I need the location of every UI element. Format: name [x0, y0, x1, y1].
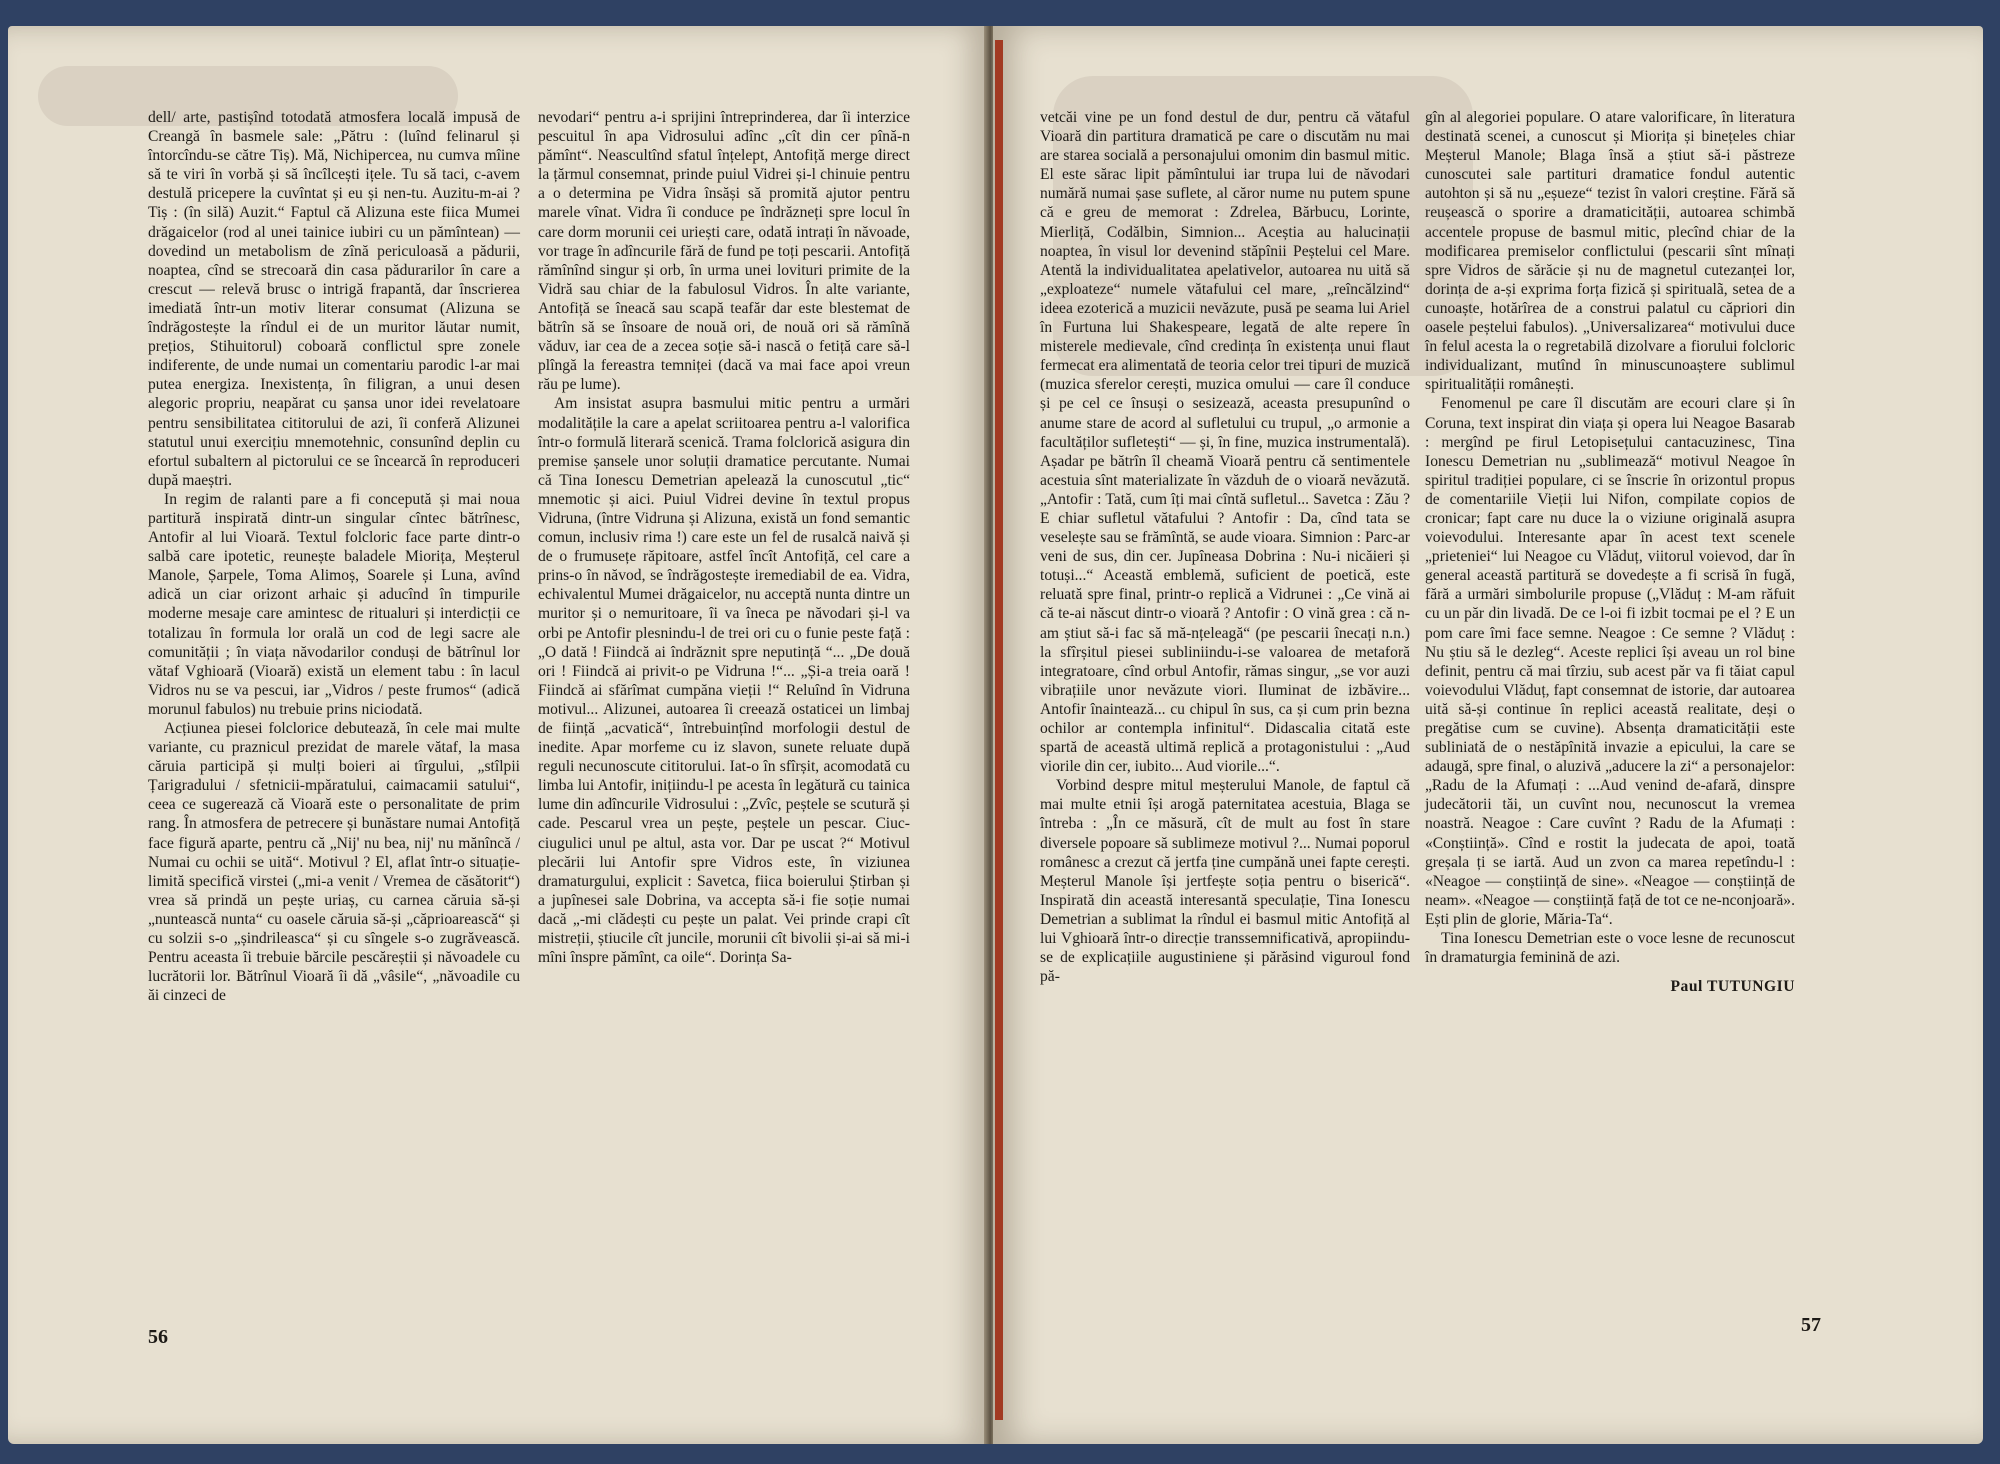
left-column-1 — [148, 108, 520, 1005]
paragraph: Fenomenul pe care îl discutăm are ecouri clare și în Coruna, text inspirat din viața și opera lui Neagoe Basarab : mergînd pe firul Letopisețului cantacuzinesc, Tina Ionescu Demetrian nu „sublimează“ motivul Neagoe în spiritul tradiției populare, ci se înscrie în orizontul propus de comentariile Vieții lui Nifon, compilate copios de cronicar; fapt care nu duce la o viziune originală asupra voievodului. Interesante apar în acest text scenele „prieteniei“ lui Neagoe cu Vlăduț, viitorul voievod, dar în general această partitură se dovedește a fi scrisă în fugă, fără a urmări simbolurile propuse („Vlăduț : M-am răfuit cu un păr din livadă. De ce l-oi fi izbit tocmai pe el ? E un pom care îmi face semne. Neagoe : Ce semne ? Vlăduț : Nu știu să le dezleg“. Aceste replici își aveau un rol bine definit, pentru că mai tîrziu, sub acest păr va fi tăiat capul voievodului Vlăduț, fapt consemnat de istorie, dar autoarea uită să-și continue în replici această realitate, deși o pregătise cum se cuvine). Absența dramaticității este subliniată de o nestăpînită invazie a epicului, la care se adaugă, spre final, o aluzivă „aducere la zi“ a personajelor: „Radu de la Afumați : ...Aud venind de-afară, dinspre judecătorii tăi, un cuvînt nou, necunoscut la vremea noastră. Neagoe : Care cuvînt ? Radu de la Afumați : «Conștiință». Cînd e rostit la judecata de apoi, toată greșala ți se iartă. Aud un zvon ca marea repetîndu-l : «Neagoe — conștiință de sine». «Neagoe — conștiință de neam». «Neagoe — conștiință față de tot ce ne-nconjoară». Ești plin de glorie, Măria-Ta“. — [1425, 395, 1795, 928]
paragraph: In regim de ralanti pare a fi concepută și mai noua partitură inspirată dintr-un singular cîntec bătrînesc, Antofir al lui Vioară. Textul folcloric face parte dintr-o salbă care ipotetic, reunește baladele Miorița, Meșterul Manole, Șarpele, Toma Alimoș, Soarele și Luna, avînd adică un ciar orizont arhaic și aducînd în timpurile moderne mesaje care amintesc de ritualuri și interdicții ce totalizau în formula lor orală un cod de legi sacre ale comunității ; în viața năvodarilor conduși de bătrînul lor vătaf Vghioară (Vioară) există un element tabu : în lacul Vidros nu se va pescui, iar „Vidros / peste frumos“ (adică morunul fabulos) nu trebuie prins niciodată. — [148, 490, 520, 718]
left-page — [8, 26, 988, 1444]
right-page — [993, 26, 1983, 1444]
right-column-1 — [1040, 108, 1410, 986]
paragraph: dell/ arte, pastișînd totodată atmosfera locală impusă de Creangă în basmele sale: „Pătru : (luînd felinarul și întorcîndu-se către Tiș). Mă, Nichipercea, nu cumva mîine să te viri în vorbă și să încîlcești ițele. Tu să taci, c-avem destulă pricepere la cuvîntat și eu și nen-tu. Auzitu-m-ai ? Tiș : (în silă) Auzit.“ Faptul că Alizuna este fiica Mumei drăgaicelor (rod al unei tainice iubiri cu un pămîntean) — dovedind un metabolism de zînă periculoasă a pădurii, noaptea, cînd se strecoară din casa pădurarilor în care a crescut — relevă brusc o intrigă frapantă, dar înscrierea imediată într-un motiv literar consumat (Alizuna se îndrăgostește la rîndul ei de un muritor lăutar numit, prețios, Stihuitorul) coboară conflictul spre zonele indiferente, de unde numai un comentariu parodic l-ar mai putea energiza. Inexistența, în filigran, a unui desen alegoric propriu, neapărat cu șansa unor idei revelatoare pentru sensibilitatea cititorului de azi, îi conferă Alizunei statutul unui exercițiu mnemotehnic, consunînd deplin cu efortul subaltern al pictorului ce se încearcă în reproduceri după maeștri. — [148, 109, 520, 489]
right-column-2 — [1425, 108, 1795, 996]
paragraph: Tina Ionescu Demetrian este o voce lesne de recunoscut în dramaturgia feminină de azi. — [1425, 930, 1795, 967]
page-number: 57 — [1801, 1314, 1821, 1336]
paragraph: Acțiunea piesei folclorice debutează, în cele mai multe variante, cu praznicul prezidat de marele vătaf, la masa căruia participă și mulți boieri ai tîrgului, „stîlpii Țarigradului / sfetnicii-mpăratului, caimacamii satului“, ceea ce sugerează că Vioară este o personalitate de prim rang. În atmosfera de petrecere și bunăstare numai Antofiță face figură aparte, pentru că „Nij' nu bea, nij' nu mănîncă / Numai cu ochii se uită“. Motivul ? El, aflat într-o situație-limită specifică virstei („mi-a venit / Vremea de căsătorit“) vrea să prindă un pește uriaș, cu carnea căruia să-și „nuntească nunta“ cu oasele căruia să-și „căprioarească“ și cu solzii s-o „șindrileasca“ și cu sîngele s-o zugrăvească. Pentru aceasta îi trebuie bărcile pescăreștii și năvoadele cu lucrătorii lor. Bătrînul Vioară îi dă „vâsile“, „năvoadile cu ăi cinzeci de — [148, 720, 520, 1005]
paragraph: vetcăi vine pe un fond destul de dur, pentru că vătaful Vioară din partitura dramatică pe care o discutăm nu mai are starea socială a personajului omonim din basmul mitic. El este sărac lipit pămîntului iar trupa lui de năvodari numără numai șase suflete, al căror nume nu putem spune că e greu de memorat : Zdrelea, Bărbucu, Lorinte, Mierliță, Codălbin, Simnion... Aceștia au halucinații noaptea, în visul lor devenind stăpînii Peștelui cel Mare. Atentă la individualitatea apelativelor, autoarea nu uită să „exploateze“ numele vătafului cel mare, „reîncălzind“ ideea ezoterică a muzicii nevăzute, pusă pe seama lui Ariel în Furtuna lui Shakespeare, legată de alte repere în misterele medievale, cînd credința în existența unui flaut fermecat era alimentată de teoria celor trei tipuri de muzică (muzica sferelor cerești, muzica omului — care îl conduce și pe cel ce însuși o sesizează, aceasta presupunînd o anume stare de acord al sufletului cu trupul, „o armonie a facultăților sufletești“ — și, în fine, muzica instrumentală). Așadar pe bătrîn îl cheamă Vioară pentru că sentimentele acestuia sînt materializate în văzduh de o vioară nevăzută. „Antofir : Tată, cum îți mai cîntă sufletul... Savetca : Zău ? E chiar sufletul vătafului ? Antofir : Da, cînd tata se veselește sau se frămîntă, se aude vioara. Simnion : Parc-ar veni de sus, din cer. Jupîneasa Dobrina : Nu-i nicăieri și totuși...“ Această emblemă, suficient de poetică, este reluată spre final, printr-o replică a Vidrunei : „Ce vină ai că te-ai născut dintr-o vioară ? Antofir : O vină grea : că n-am știut să-i fac să mă-nțeleagă“ (pe pescarii înecați n.n.) la sfîrșitul piesei subliniindu-i-se valoarea de metaforă integratoare, cînd orbul Antofir, rămas singur, „se vor auzi vibrațiile unor nevăzute viori. Iluminat de izbăvire... Antofir înaintează... cu chipul în sus, ca și cum prin bezna ochilor ar contempla infinitul“. Didascalia citată este spartă de această ultimă replică a protagonistului : „Aud viorile din cer, iubito... Aud viorile...“. — [1040, 109, 1410, 776]
left-column-2 — [538, 108, 910, 967]
paragraph: Am insistat asupra basmului mitic pentru a urmări modalitățile la care a apelat scriitoarea pentru a-l valorifica într-o formulă literară scenică. Trama folclorică asigura din premise șansele unor soluții dramatice percutante. Numai că Tina Ionescu Demetrian apelează la cunoscutul „tic“ mnemotic și aici. Puiul Vidrei devine în textul propus Vidruna, (între Vidruna și Alizuna, există un fond semantic comun, inclusiv rima !) care este un fel de rusalcă naivă și de o frumusețe răpitoare, astfel încît Antofiță, cel care a prins-o în năvod, se îndrăgostește iremediabil de ea. Vidra, echivalentul Mumei drăgaicelor, nu acceptă nunta dintre un muritor și o nemuritoare, îi va îneca pe năvodari și-l va orbi pe Antofir plesnindu-l de trei ori cu o funie peste față : „O dată ! Fiindcă ai îndrăznit spre neputință “... „De două ori ! Fiindcă ai privit-o pe Vidruna !“... „Și-a treia oară ! Fiindcă ai sfărîmat cumpăna vieții !“ Reluînd în Vidruna motivul... Alizunei, autoarea îi creează ostaticei un limbaj de ființă „acvatică“, întrebuințînd morfologii destul de inedite. Apar morfeme cu iz slavon, sunete reluate după reguli necunoscute cititorului. Iat-o în sfîrșit, acomodată cu limba lui Antofir, inițiindu-l pe acesta în legătură cu tainica lume din adîncurile Vidrosului : „Zvîc, peștele se scutură și cade. Pescarul vrea un pește, peștele un pescar. Ciuc-ciugulici unul pe altul, asta vor. Dar pe uscat ?“ Motivul plecării lui Antofir spre Vidros este, în viziunea dramaturgului, explicit : Savetca, fiica boierului Știrban și a jupînesei sale Dobrina, va accepta să-i fie soție numai dacă „-mi clădești cu pește un palat. Vei prinde crapi cît mistreții, știucile cît juncile, morunii cît bivolii și-ai să mi-i mîni înspre pămînt, ca oile“. Dorința Sa- — [538, 395, 910, 967]
spine-edge — [995, 40, 1003, 1420]
paragraph: gîn al alegoriei populare. O atare valorificare, în literatura destinată scenei, a cunoscut și Miorița și binețeles chiar Meșterul Manole; Blaga însă a știut să-i păstreze cunoscutei sale partituri dramatice fondul autentic autohton și să nu „eșueze“ tezist în valori creștine. Fără să reușească o sporire a dramaticității, autoarea schimbă accentele propuse de basmul mitic, plecînd chiar de la modificarea premiselor conflictului (pescarii sînt mînați spre Vidros de sărăcie și nu de magnetul cutezanței lor, dorința de a-și exprima forța fizică și spiritualã, setea de a cunoaște, hotărîrea de a construi palatul cu căpriori din oasele peștelui fabulos). „Universalizarea“ motivului duce în felul acesta la o regretabilă dizolvare a fiorului folcloric individualizant, mutînd în minuscunoaștere sublimul spiritualității românești. — [1425, 109, 1795, 394]
paragraph: nevodari“ pentru a-i sprijini întreprinderea, dar îi interzice pescuitul în apa Vidrosului adînc „cît din cer pînă-n pămînt“. Neascultînd sfatul înțelept, Antofiță merge direct la țărmul consemnat, prinde puiul Vidrei și-l chinuie pentru a o determina pe Vidra însăși să promită ajutor pentru marele vînat. Vidra îi conduce pe îndrăzneți spre locul în care dorm morunii cei uriești care, odată intrați în năvoade, vor trage în adîncurile fără de fund pe toți pescarii. Antofiță rămînînd singur și orb, în urma unei lovituri primite de la Vidră sau chiar de la fabulosul Vidros. În alte variante, Antofiță se îneacă sau scapă teafăr dar este blestemat de bătrîn să se însoare de nouă ori, de nouă ori să rămînă văduv, iar cea de a zecea soție să-i nască o fetiță care să-l plîngă la fereastra temniței (dacă va mai face apoi vreun rău pe lume). — [538, 109, 910, 394]
author-signature: Paul TUTUNGIU — [1670, 978, 1795, 996]
paragraph: Vorbind despre mitul meșterului Manole, de faptul că mai multe etnii își arogă paternitatea acestuia, Blaga se întreba : „În ce măsură, cît de mult au fost în stare diversele popoare să sublimeze motivul ?... Numai poporul românesc a crezut că jertfa ține cumpănă unei fapte cerești. Meșterul Manole își jertfește soția pentru o biserică“. Inspirată din această interesantă speculație, Tina Ionescu Demetrian a sublimat la rîndul ei basmul mitic Antofiță al lui Vghioară într-o direcție transsemnificativă, apropiindu-se de explicațiile augustiniene și părăsind viguroul fond pă- — [1040, 777, 1410, 986]
page-number: 56 — [148, 1326, 168, 1348]
